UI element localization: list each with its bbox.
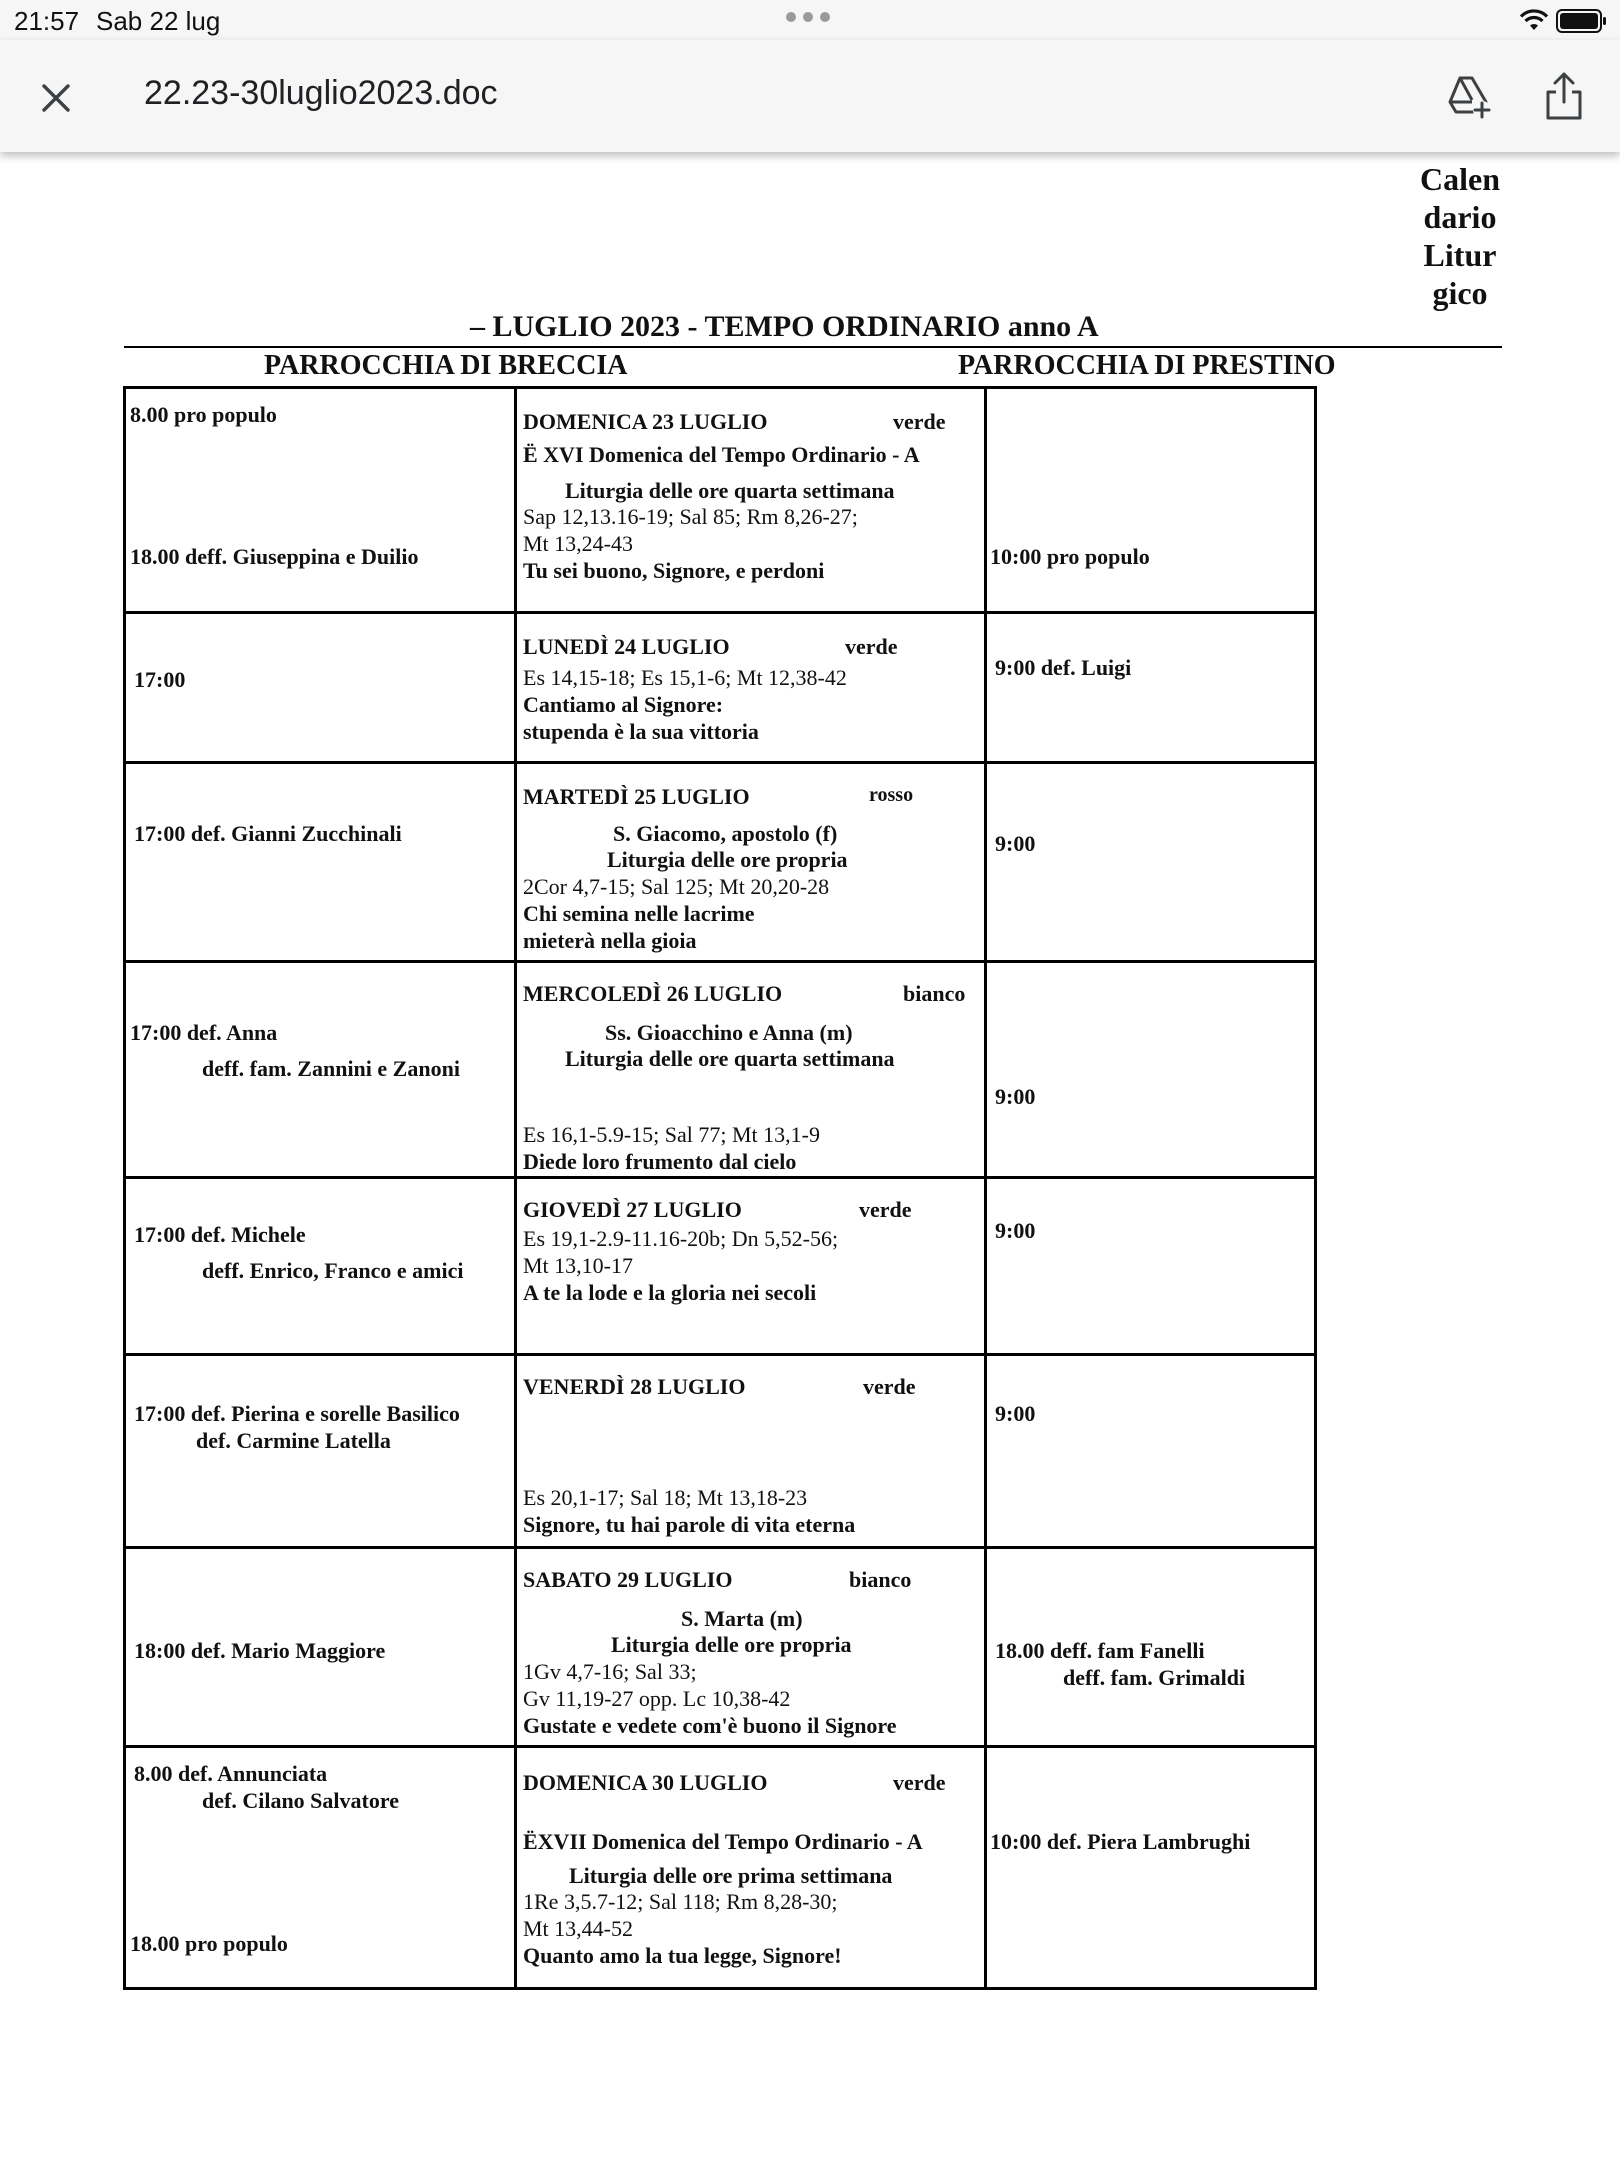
side-title: Calen dario Litur gico — [1420, 161, 1500, 311]
prestino-cell — [984, 1745, 1317, 1990]
day-heading: LUNEDÌ 24 LUGLIO — [523, 634, 730, 659]
mass-entry: 9:00 — [995, 1401, 1036, 1426]
readings: 2Cor 4,7-15; Sal 125; Mt 20,20-28 — [523, 874, 830, 899]
multitasking-dots-icon[interactable] — [786, 12, 830, 22]
day-heading: VENERDÌ 28 LUGLIO — [523, 1374, 746, 1399]
liturgical-color: verde — [845, 634, 898, 659]
liturgy-hours: Liturgia delle ore quarta settimana — [565, 478, 895, 503]
mass-entry: def. Cilano Salvatore — [202, 1788, 399, 1813]
table-row — [123, 1546, 1317, 1748]
parish-prestino-heading: PARROCCHIA DI PRESTINO — [958, 350, 1336, 381]
prestino-cell — [984, 386, 1317, 614]
day-heading: SABATO 29 LUGLIO — [523, 1567, 733, 1592]
status-time: 21:57 — [14, 6, 80, 36]
add-to-drive-icon[interactable] — [1442, 70, 1494, 122]
mass-entry: 18.00 deff. fam Fanelli — [995, 1638, 1205, 1663]
title-divider — [124, 346, 1502, 348]
mass-entry: 17:00 def. Pierina e sorelle Basilico — [134, 1401, 460, 1426]
table-row — [123, 611, 1317, 764]
prestino-cell — [984, 611, 1317, 764]
app-header — [0, 40, 1620, 152]
close-button[interactable] — [30, 72, 82, 124]
prestino-cell — [984, 960, 1317, 1179]
mass-entry: 9:00 def. Luigi — [995, 655, 1132, 680]
liturgical-color: verde — [893, 409, 946, 434]
psalm-refrain: stupenda è la sua vittoria — [523, 719, 759, 744]
liturgical-color: verde — [863, 1374, 916, 1399]
liturgy-cell — [514, 960, 987, 1179]
liturgy-cell — [514, 1745, 987, 1990]
table-row — [123, 1176, 1317, 1356]
readings: Gv 11,19-27 opp. Lc 10,38-42 — [523, 1686, 791, 1711]
psalm-refrain: Signore, tu hai parole di vita eterna — [523, 1512, 856, 1537]
liturgical-color: bianco — [903, 981, 966, 1006]
liturgy-hours: Liturgia delle ore prima settimana — [569, 1863, 893, 1888]
mass-entry: 8.00 pro populo — [130, 402, 277, 427]
readings: Sap 12,13.16-19; Sal 85; Rm 8,26-27; — [523, 504, 858, 529]
liturgical-color: rosso — [869, 784, 914, 806]
liturgy-hours: Liturgia delle ore propria — [607, 847, 848, 872]
liturgical-color: bianco — [849, 1567, 912, 1592]
day-heading: GIOVEDÌ 27 LUGLIO — [523, 1197, 742, 1222]
readings: Mt 13,24-43 — [523, 531, 633, 556]
celebration-name: Ss. Gioacchino e Anna (m) — [605, 1020, 853, 1045]
psalm-refrain: Chi semina nelle lacrime — [523, 901, 755, 926]
liturgy-hours: Liturgia delle ore quarta settimana — [565, 1046, 895, 1071]
mass-entry: 18:00 def. Mario Maggiore — [134, 1638, 386, 1663]
mass-entry: 17:00 def. Gianni Zucchinali — [134, 821, 402, 846]
status-date: Sab 22 lug — [96, 6, 221, 36]
readings: Mt 13,10-17 — [523, 1253, 633, 1278]
table-row — [123, 960, 1317, 1179]
liturgy-cell — [514, 1176, 987, 1356]
wifi-icon — [1518, 8, 1550, 32]
document-title: 22.23-30luglio2023.doc — [144, 74, 498, 112]
liturgy-hours: Liturgia delle ore propria — [611, 1632, 852, 1657]
calendar-table — [123, 386, 1317, 1990]
mass-entry: 9:00 — [995, 1218, 1036, 1243]
readings: Es 14,15-18; Es 15,1-6; Mt 12,38-42 — [523, 665, 847, 690]
liturgy-cell — [514, 386, 987, 614]
breccia-cell — [123, 761, 517, 963]
psalm-refrain: Gustate e vedete com'è buono il Signore — [523, 1713, 897, 1738]
mass-entry: 8.00 def. Annunciata — [134, 1761, 328, 1786]
battery-icon — [1556, 9, 1608, 33]
breccia-cell — [123, 611, 517, 764]
readings: 1Gv 4,7-16; Sal 33; — [523, 1659, 697, 1684]
breccia-cell — [123, 1176, 517, 1356]
liturgy-cell — [514, 611, 987, 764]
status-bar — [0, 0, 1620, 40]
mass-entry: 17:00 — [134, 667, 186, 692]
psalm-refrain: Diede loro frumento dal cielo — [523, 1149, 797, 1174]
psalm-refrain: A te la lode e la gloria nei secoli — [523, 1280, 817, 1305]
readings: Es 20,1-17; Sal 18; Mt 13,18-23 — [523, 1485, 808, 1510]
table-row — [123, 1745, 1317, 1990]
celebration-name: Ë XVI Domenica del Tempo Ordinario - A — [523, 442, 920, 467]
liturgy-cell — [514, 1353, 987, 1549]
mass-entry: 9:00 — [995, 1084, 1036, 1109]
breccia-cell — [123, 1353, 517, 1549]
prestino-cell — [984, 1353, 1317, 1549]
liturgical-color: verde — [893, 1770, 946, 1795]
day-heading: MARTEDÌ 25 LUGLIO — [523, 784, 750, 809]
liturgical-color: verde — [859, 1197, 912, 1222]
liturgy-cell — [514, 761, 987, 963]
psalm-refrain: mieterà nella gioia — [523, 928, 697, 953]
mass-entry: deff. Enrico, Franco e amici — [202, 1258, 464, 1283]
breccia-cell — [123, 1745, 517, 1990]
day-heading: MERCOLEDÌ 26 LUGLIO — [523, 981, 783, 1006]
celebration-name: S. Marta (m) — [681, 1606, 803, 1631]
prestino-cell — [984, 1546, 1317, 1748]
breccia-cell — [123, 1546, 517, 1748]
liturgy-cell — [514, 1546, 987, 1748]
calendar-title: – LUGLIO 2023 - TEMPO ORDINARIO anno A — [470, 310, 1099, 343]
prestino-cell — [984, 761, 1317, 963]
mass-entry: 10:00 pro populo — [990, 544, 1150, 569]
readings: Mt 13,44-52 — [523, 1916, 633, 1941]
mass-entry: 17:00 def. Michele — [134, 1222, 306, 1247]
breccia-cell — [123, 960, 517, 1179]
psalm-refrain: Quanto amo la tua legge, Signore! — [523, 1943, 842, 1968]
readings: Es 19,1-2.9-11.16-20b; Dn 5,52-56; — [523, 1226, 839, 1251]
readings: 1Re 3,5.7-12; Sal 118; Rm 8,28-30; — [523, 1889, 838, 1914]
parish-breccia-heading: PARROCCHIA DI BRECCIA — [264, 350, 628, 381]
day-heading: DOMENICA 23 LUGLIO — [523, 409, 768, 434]
breccia-cell — [123, 386, 517, 614]
prestino-cell — [984, 1176, 1317, 1356]
mass-entry: 18.00 pro populo — [130, 1931, 288, 1956]
celebration-name: ËXVII Domenica del Tempo Ordinario - A — [523, 1829, 923, 1854]
mass-entry: 9:00 — [995, 831, 1036, 856]
table-row — [123, 1353, 1317, 1549]
day-heading: DOMENICA 30 LUGLIO — [523, 1770, 768, 1795]
mass-entry: 17:00 def. Anna — [130, 1020, 278, 1045]
table-row — [123, 386, 1317, 614]
readings: Es 16,1-5.9-15; Sal 77; Mt 13,1-9 — [523, 1122, 820, 1147]
share-icon[interactable] — [1538, 68, 1590, 124]
table-row — [123, 761, 1317, 963]
mass-entry: deff. fam. Grimaldi — [1063, 1665, 1246, 1690]
mass-entry: deff. fam. Zannini e Zanoni — [202, 1056, 460, 1081]
psalm-refrain: Cantiamo al Signore: — [523, 692, 724, 717]
mass-entry: 10:00 def. Piera Lambrughi — [990, 1829, 1251, 1854]
psalm-refrain: Tu sei buono, Signore, e perdoni — [523, 558, 825, 583]
mass-entry: def. Carmine Latella — [196, 1428, 391, 1453]
celebration-name: S. Giacomo, apostolo (f) — [613, 821, 838, 846]
mass-entry: 18.00 deff. Giuseppina e Duilio — [130, 544, 419, 569]
